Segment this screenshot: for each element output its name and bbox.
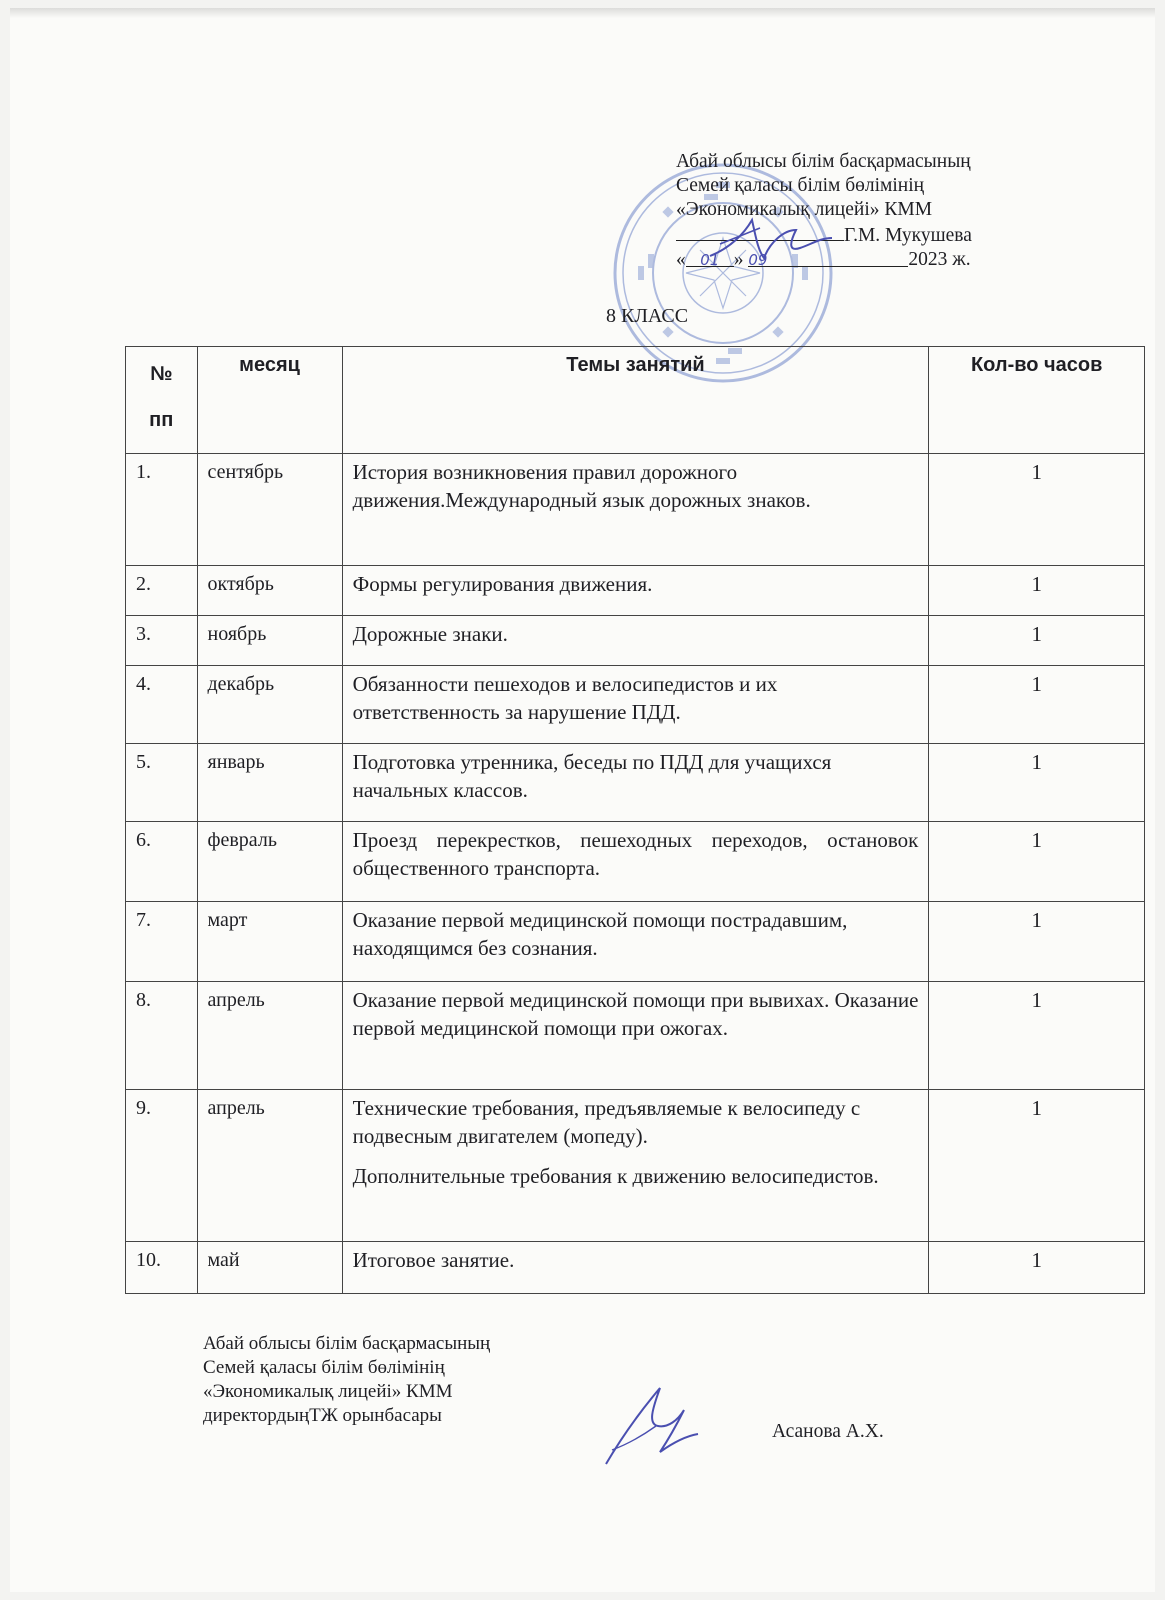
table-row <box>126 666 1145 744</box>
row-number: 8. <box>126 982 198 1090</box>
lesson-plan-table <box>125 346 1145 1294</box>
row-hours: 1 <box>929 1242 1145 1294</box>
header-number-line-1: № <box>150 363 173 385</box>
footer-line-4: директордыңТЖ орынбасары <box>203 1405 442 1426</box>
table-row <box>126 982 1145 1090</box>
table-row <box>126 566 1145 616</box>
row-number: 7. <box>126 902 198 982</box>
row-topic-paragraph-2: Дополнительные требования к движению велосипедистов. <box>352 1164 879 1188</box>
row-number: 6. <box>126 822 198 902</box>
date-day: 01 <box>686 248 734 267</box>
row-hours: 1 <box>929 822 1145 902</box>
row-topic <box>342 1090 929 1242</box>
row-hours: 1 <box>929 566 1145 616</box>
scan-top-edge <box>10 8 1155 18</box>
row-topic: Итоговое занятие. <box>342 1242 929 1294</box>
row-topic: Подготовка утренника, беседы по ПДД для учащихся начальных классов. <box>342 744 929 822</box>
footer-line-2: Семей қаласы білім бөлімінің <box>203 1357 445 1378</box>
row-topic: Дорожные знаки. <box>342 616 929 666</box>
table-row <box>126 1242 1145 1294</box>
approval-signer: Г.М. Мукушева <box>844 225 972 246</box>
footer-block <box>203 1332 490 1428</box>
table-header-row <box>126 347 1145 454</box>
row-month: октябрь <box>197 566 342 616</box>
table-row <box>126 1090 1145 1242</box>
row-number: 1. <box>126 454 198 566</box>
header-topic: Темы занятий <box>342 347 929 454</box>
row-topic: Обязанности пешеходов и велосипедистов и их ответственность за нарушение ПДД. <box>342 666 929 744</box>
header-number <box>126 347 198 454</box>
row-month: март <box>197 902 342 982</box>
date-month: 09 <box>748 248 908 267</box>
row-topic: Формы регулирования движения. <box>342 566 929 616</box>
table-row <box>126 454 1145 566</box>
footer-line-1: Абай облысы білім басқармасының <box>203 1333 491 1354</box>
date-close-quote: » <box>733 249 744 270</box>
row-number: 4. <box>126 666 198 744</box>
row-hours: 1 <box>929 616 1145 666</box>
row-topic: История возникновения правил дорожного движения.Международный язык дорожных знаков. <box>342 454 929 566</box>
row-hours: 1 <box>929 666 1145 744</box>
table-row <box>126 616 1145 666</box>
row-number: 2. <box>126 566 198 616</box>
row-topic: Оказание первой медицинской помощи пострадавшим, находящимся без сознания. <box>342 902 929 982</box>
header-month: месяц <box>197 347 342 454</box>
director-signature-icon <box>700 208 840 268</box>
approval-line-1: Абай облысы білім басқармасының <box>676 151 971 172</box>
table-row <box>126 822 1145 902</box>
class-title: 8 КЛАСС <box>606 305 689 327</box>
table-row <box>126 744 1145 822</box>
row-hours: 1 <box>929 902 1145 982</box>
row-month: февраль <box>197 822 342 902</box>
row-month: апрель <box>197 1090 342 1242</box>
row-number: 5. <box>126 744 198 822</box>
row-topic: Проезд перекрестков, пешеходных переходов, остановок общественного транспорта. <box>342 822 929 902</box>
row-hours: 1 <box>929 1090 1145 1242</box>
footer-signer-name: Асанова А.Х. <box>772 1421 884 1442</box>
deputy-signature-icon <box>598 1380 708 1470</box>
row-number: 3. <box>126 616 198 666</box>
row-month: май <box>197 1242 342 1294</box>
approval-line-2: Семей қаласы білім бөлімінің <box>676 175 925 196</box>
footer-line-3: «Экономикалық лицейі» КММ <box>203 1381 453 1402</box>
row-topic: Оказание первой медицинской помощи при вывихах. Оказание первой медицинской помощи при ожогах. <box>342 982 929 1090</box>
row-month: сентябрь <box>197 454 342 566</box>
approval-line-3: «Экономикалық лицейі» КММ <box>676 199 933 220</box>
date-open-quote: « <box>676 249 686 270</box>
row-hours: 1 <box>929 982 1145 1090</box>
row-hours: 1 <box>929 454 1145 566</box>
header-number-line-2: пп <box>149 409 174 431</box>
row-hours: 1 <box>929 744 1145 822</box>
row-month: январь <box>197 744 342 822</box>
table-row <box>126 902 1145 982</box>
date-year: 2023 ж. <box>908 249 971 270</box>
row-month: ноябрь <box>197 616 342 666</box>
row-topic-paragraph-1: Технические требования, предъявляемые к велосипеду с подвесным двигателем (мопеду). <box>352 1096 861 1148</box>
row-number: 9. <box>126 1090 198 1242</box>
document-page <box>10 8 1155 1592</box>
header-hours: Кол-во часов <box>929 347 1145 454</box>
row-month: декабрь <box>197 666 342 744</box>
row-month: апрель <box>197 982 342 1090</box>
row-number: 10. <box>126 1242 198 1294</box>
